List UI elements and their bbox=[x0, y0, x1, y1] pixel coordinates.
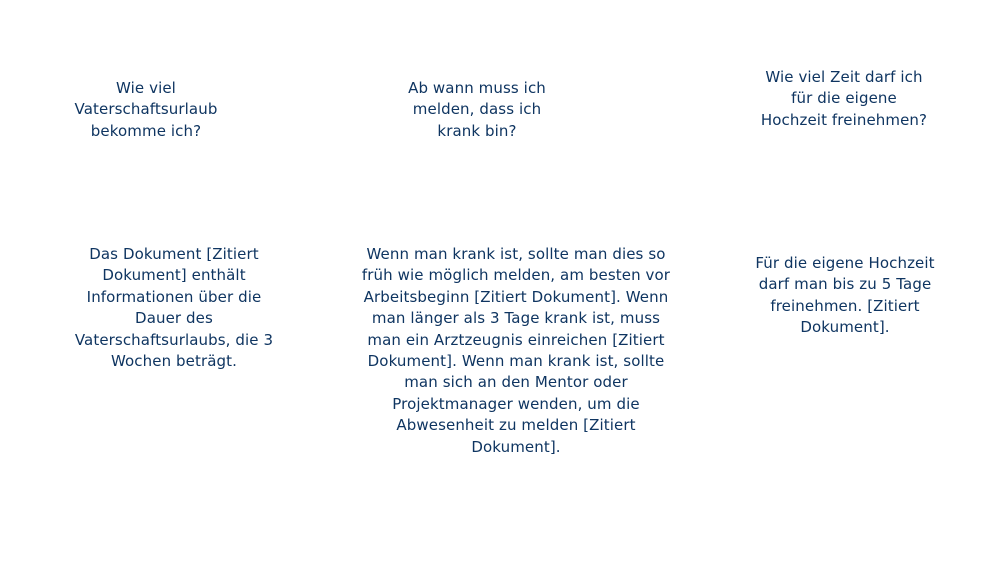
answer-paternity-leave: Das Dokument [Zitiert Dokument] enthält Informationen über die Dauer des Vaterschaftsurlaubs, die 3 Wochen beträgt. bbox=[74, 245, 274, 371]
question-sick-report: Ab wann muss ich melden, dass ich krank bin? bbox=[408, 79, 546, 140]
answer-wedding-leave: Für die eigene Hochzeit darf man bis zu 5 Tage freinehmen. [Zitiert Dokument]. bbox=[755, 254, 935, 337]
question-wedding-leave: Wie viel Zeit darf ich für die eigene Hochzeit freinehmen? bbox=[760, 68, 928, 129]
answer-sick-report: Wenn man krank ist, sollte man dies so früh wie möglich melden, am besten vor Arbeitsbeginn [Zitiert Dokument]. Wenn man länger als 3 Tage krank ist, muss man ein Arztzeugnis einreichen [Zitiert Dokument]. Wenn man krank ist, sollte man sich an den Mentor oder Projektmanager wenden, um die Abwesenheit zu melden [Zitiert Dokument]. bbox=[361, 245, 671, 456]
question-paternity-leave: Wie viel Vaterschaftsurlaub bekomme ich? bbox=[74, 79, 218, 140]
